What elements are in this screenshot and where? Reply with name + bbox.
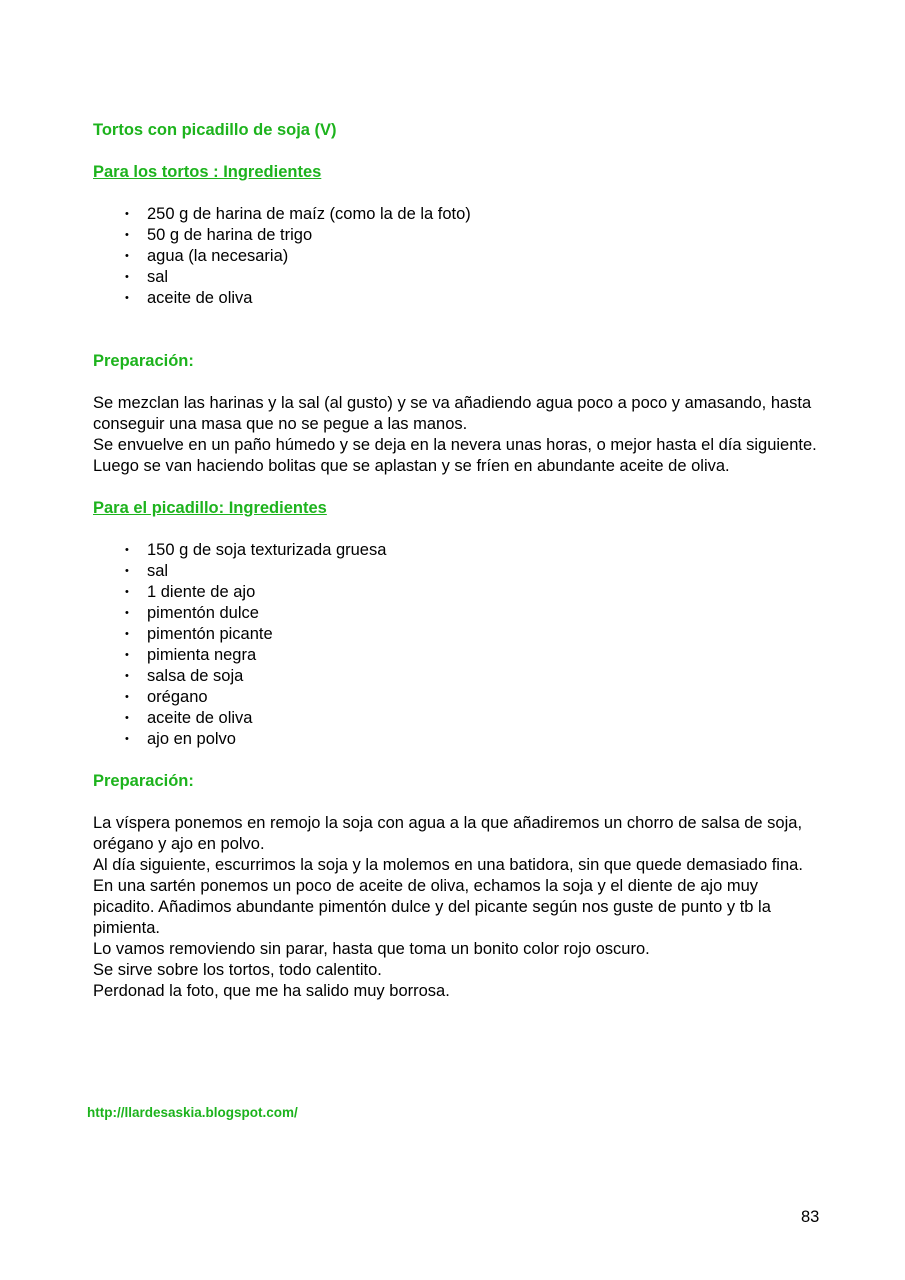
- bullet-icon: •: [125, 250, 129, 262]
- tortos-ingredient-list: [93, 204, 823, 309]
- list-item: • aceite de oliva: [125, 709, 253, 727]
- list-item: • orégano: [125, 688, 208, 706]
- picadillo-preparation-heading: Preparación:: [93, 772, 194, 790]
- bullet-icon: •: [125, 229, 129, 241]
- paragraph-line: Se envuelve en un paño húmedo y se deja en la nevera unas horas, o mejor hasta el día siguiente.: [93, 436, 817, 454]
- tortos-ingredients-heading: Para los tortos : Ingredientes: [93, 163, 322, 181]
- bullet-icon: •: [125, 292, 129, 304]
- list-item: • salsa de soja: [125, 667, 244, 685]
- bullet-icon: •: [125, 712, 129, 724]
- list-item: • pimienta negra: [125, 646, 257, 664]
- list-item: • 50 g de harina de trigo: [125, 226, 313, 244]
- bullet-icon: •: [125, 208, 129, 220]
- list-item: • sal: [125, 562, 169, 580]
- list-item: • 250 g de harina de maíz (como la de la foto): [125, 205, 471, 223]
- list-item: • aceite de oliva: [125, 289, 253, 307]
- blog-link[interactable]: http://llardesaskia.blogspot.com/: [87, 1105, 298, 1120]
- list-item: • 1 diente de ajo: [125, 583, 256, 601]
- bullet-icon: •: [125, 607, 129, 619]
- paragraph-line: Se mezclan las harinas y la sal (al gusto) y se va añadiendo agua poco a poco y amasando, hasta conseguir una masa que no se pegue a las manos.: [93, 394, 812, 433]
- page-number: 83: [801, 1208, 820, 1226]
- bullet-icon: •: [125, 691, 129, 703]
- tortos-preparation-text: [93, 393, 823, 477]
- bullet-icon: •: [125, 544, 129, 556]
- paragraph-line: Luego se van haciendo bolitas que se aplastan y se fríen en abundante aceite de oliva.: [93, 457, 730, 475]
- bullet-icon: •: [125, 733, 129, 745]
- bullet-icon: •: [125, 649, 129, 661]
- picadillo-ingredients-heading: Para el picadillo: Ingredientes: [93, 499, 327, 517]
- paragraph-line: Al día siguiente, escurrimos la soja y la molemos en una batidora, sin que quede demasiado fina.: [93, 856, 803, 874]
- paragraph-line: La víspera ponemos en remojo la soja con agua a la que añadiremos un chorro de salsa de soja, orégano y ajo en polvo.: [93, 814, 803, 853]
- tortos-preparation-heading: Preparación:: [93, 352, 194, 370]
- bullet-icon: •: [125, 271, 129, 283]
- paragraph-line: Se sirve sobre los tortos, todo calentito.: [93, 961, 382, 979]
- list-item: • 150 g de soja texturizada gruesa: [125, 541, 387, 559]
- paragraph-line: Perdonad la foto, que me ha salido muy borrosa.: [93, 982, 450, 1000]
- paragraph-line: Lo vamos removiendo sin parar, hasta que toma un bonito color rojo oscuro.: [93, 940, 650, 958]
- bullet-icon: •: [125, 565, 129, 577]
- bullet-icon: •: [125, 628, 129, 640]
- list-item: • sal: [125, 268, 169, 286]
- picadillo-ingredient-list: [93, 540, 823, 750]
- bullet-icon: •: [125, 586, 129, 598]
- document-page: [93, 120, 823, 1002]
- bullet-icon: •: [125, 670, 129, 682]
- list-item: • pimentón picante: [125, 625, 273, 643]
- list-item: • agua (la necesaria): [125, 247, 289, 265]
- list-item: • ajo en polvo: [125, 730, 236, 748]
- recipe-title: Tortos con picadillo de soja (V): [93, 121, 337, 139]
- list-item: • pimentón dulce: [125, 604, 259, 622]
- paragraph-line: En una sartén ponemos un poco de aceite de oliva, echamos la soja y el diente de ajo muy picadito. Añadimos abundante pimentón dulce y del picante según nos guste de punto y tb la pimienta.: [93, 877, 771, 937]
- picadillo-preparation-text: [93, 813, 823, 1002]
